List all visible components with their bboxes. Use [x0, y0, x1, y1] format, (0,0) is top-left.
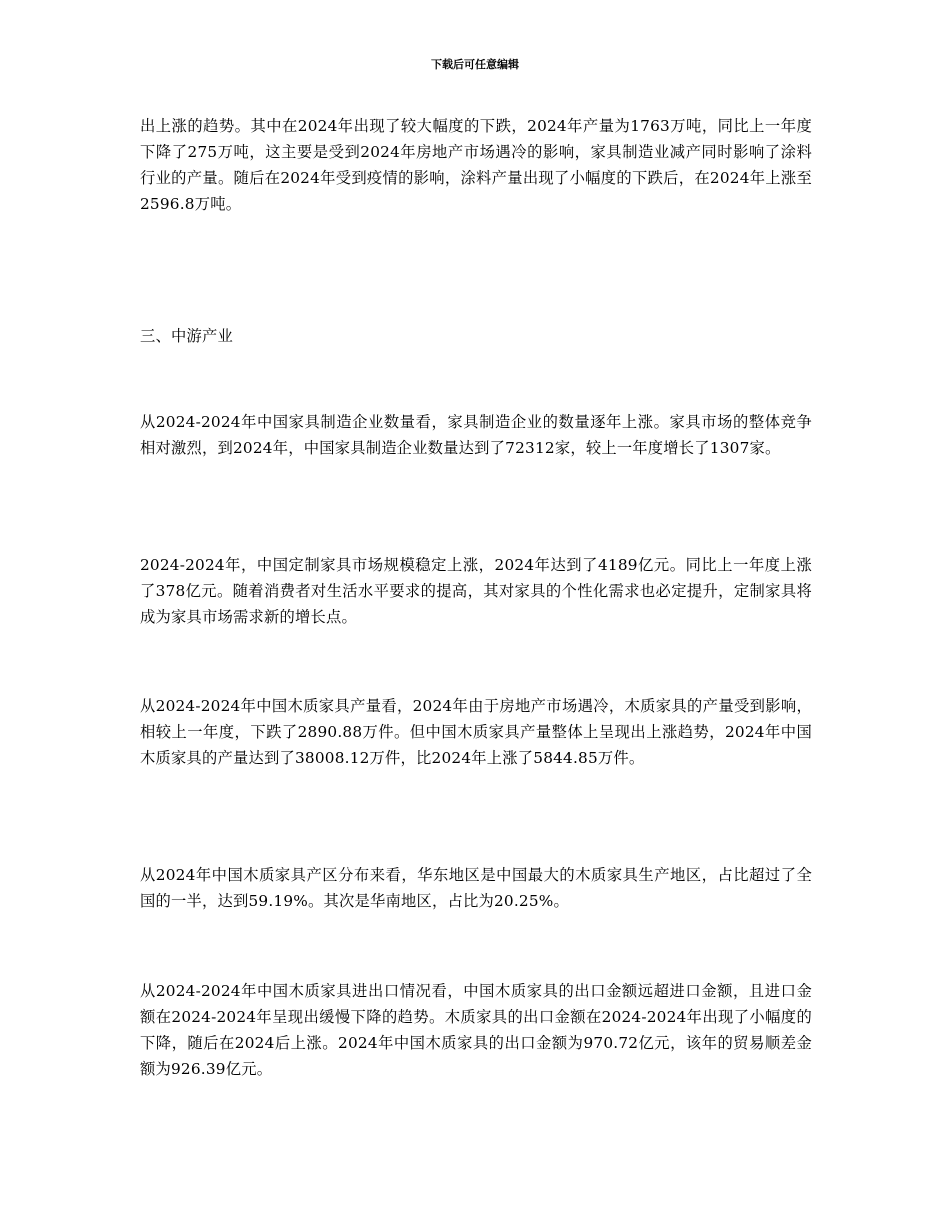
paragraph-wood-furniture-regions: 从2024年中国木质家具产区分布来看，华东地区是中国最大的木质家具生产地区，占比超过了全国的一半，达到59.19%。其次是华南地区，占比为20.25%。: [140, 866, 812, 910]
page-header: 下载后可任意编辑: [431, 58, 519, 71]
paragraph-furniture-enterprises: 从2024-2024年中国家具制造企业数量看，家具制造企业的数量逐年上涨。家具市场的整体竞争相对激烈，到2024年，中国家具制造企业数量达到了72312家，较上一年度增长了1307家。: [140, 413, 812, 457]
paragraph-wood-furniture-output: 从2024-2024年中国木质家具产量看，2024年由于房地产市场遇冷，木质家具的产量受到影响，相较上一年度，下跌了2890.88万件。但中国木质家具产量整体上呈现出上涨趋势，2024年中国木质家具的产量达到了38008.12万件，比2024年上涨了5844.85万件。: [140, 697, 812, 767]
paragraph-coatings-output: 出上涨的趋势。其中在2024年出现了较大幅度的下跌，2024年产量为1763万吨，同比上一年度下降了275万吨，这主要是受到2024年房地产市场遇冷的影响，家具制造业减产同时影响了涂料行业的产量。随后在2024年受到疫情的影响，涂料产量出现了小幅度的下跌后，在2024年上涨至2596.8万吨。: [140, 117, 812, 213]
paragraph-custom-furniture: 2024-2024年，中国定制家具市场规模稳定上涨，2024年达到了4189亿元。同比上一年度上涨了378亿元。随着消费者对生活水平要求的提高，其对家具的个性化需求也必定提升，定制家具将成为家具市场需求新的增长点。: [140, 556, 812, 626]
paragraph-wood-furniture-trade: 从2024-2024年中国木质家具进出口情况看，中国木质家具的出口金额远超进口金额，且进口金额在2024-2024年呈现出缓慢下降的趋势。木质家具的出口金额在2024-2024年出现了小幅度的下降，随后在2024后上涨。2024年中国木质家具的出口金额为970.72亿元，该年的贸易顺差金额为926.39亿元。: [140, 982, 812, 1078]
section-heading-midstream: 三、中游产业: [140, 327, 233, 345]
